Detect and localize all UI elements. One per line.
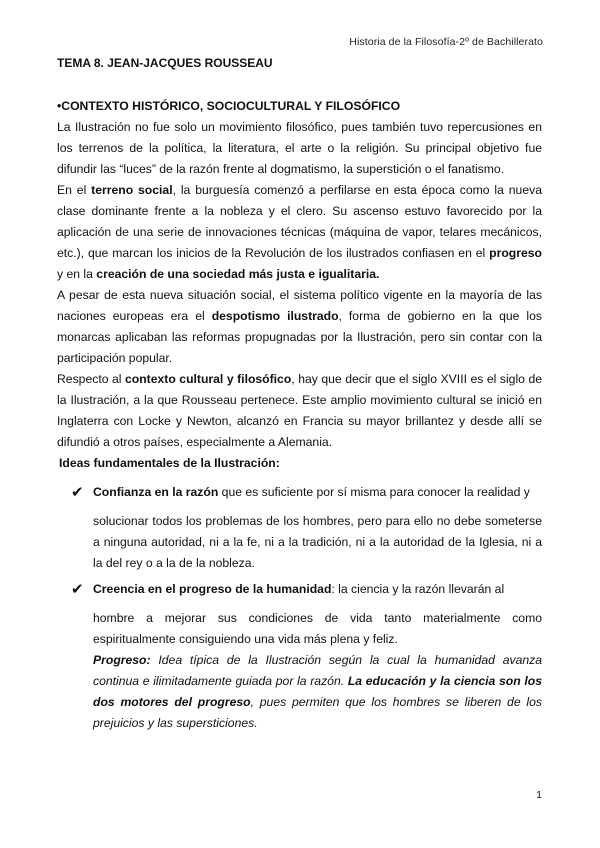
document-body [57,96,542,734]
paragraph-political: A pesar de esta nueva situación social, el sistema político vigente en la mayoría de las naciones europeas era el despotismo ilustrado, forma de gobierno en la que los monarcas aplicaban las reformas propugnadas por la Ilustración, pero sin contar con la participación popular. [57,288,542,365]
page-header: Historia de la Filosofía-2º de Bachillerato [349,36,543,48]
bullet-reason: ✔ Confianza en la razón que es suficiente por sí misma para conocer la realidad y solucionar todos los problemas de los hombres, pero para ello no debe someterse a ninguna autoridad, ni a la fe, ni a la tradición, ni a la autoridad de la Iglesia, ni a la del rey o a la de la nobleza. [71,484,542,570]
progress-definition: Progreso: Idea típica de la Ilustración según la cual la humanidad avanza continua e ilimitadamente guiada por la razón. La educación y la ciencia son los dos motores del progreso, pues permiten que los hombres se liberen de los prejuicios y las supersticiones. [93,653,542,730]
page-number: 1 [536,789,542,801]
checkmark-icon: ✔ [71,581,84,598]
bullet-progress: ✔ Creencia en el progreso de la humanidad: la ciencia y la razón llevarán al hombre a mejorar sus condiciones de vida tanto materialmente como espiritualmente consiguiendo una vida más plena y feliz. Progreso: Idea típica de la Ilustración según la cual la humanidad avanza continua e ilimitadamente guiada por la razón. La educación y la ciencia son los dos motores del progreso, pues permiten que los hombres se liberen de los prejuicios y las supersticiones. [57,579,542,734]
paragraph-social: En el terreno social, la burguesía comenzó a perfilarse en esta época como la nueva clase dominante frente a la nobleza y el clero. Su ascenso estuvo favorecido por la aplicación de una serie de innovaciones técnicas (máquina de vapor, telares mecánicos, etc.), que marcan los inicios de la Revolución de los ilustrados confiasen en el progreso y en la creación de una sociedad más justa e igualitaria. [57,183,542,281]
paragraph-cultural: Respecto al contexto cultural y filosófico, hay que decir que el siglo XVIII es el siglo de la Ilustración, a la que Rousseau pertenece. Este amplio movimiento cultural se inició en Inglaterra con Locke y Newton, alcanzó en Francia su mayor brillantez y desde allí se difundió a otros países, especialmente a Alemania. [57,372,542,449]
checkmark-icon: ✔ [71,484,84,501]
paragraph-intro: La Ilustración no fue solo un movimiento filosófico, pues también tuvo repercusiones en los terrenos de la política, la literatura, el arte o la religión. Su principal objetivo fue difundir las “luces” de la razón frente al dogmatismo, la superstición o el fanatismo. [57,120,542,176]
ideas-subtitle: Ideas fundamentales de la Ilustración: [59,456,280,470]
section-title: •CONTEXTO HISTÓRICO, SOCIOCULTURAL Y FILOSÓFICO [57,99,401,113]
page-title: TEMA 8. JEAN-JACQUES ROUSSEAU [57,56,273,70]
